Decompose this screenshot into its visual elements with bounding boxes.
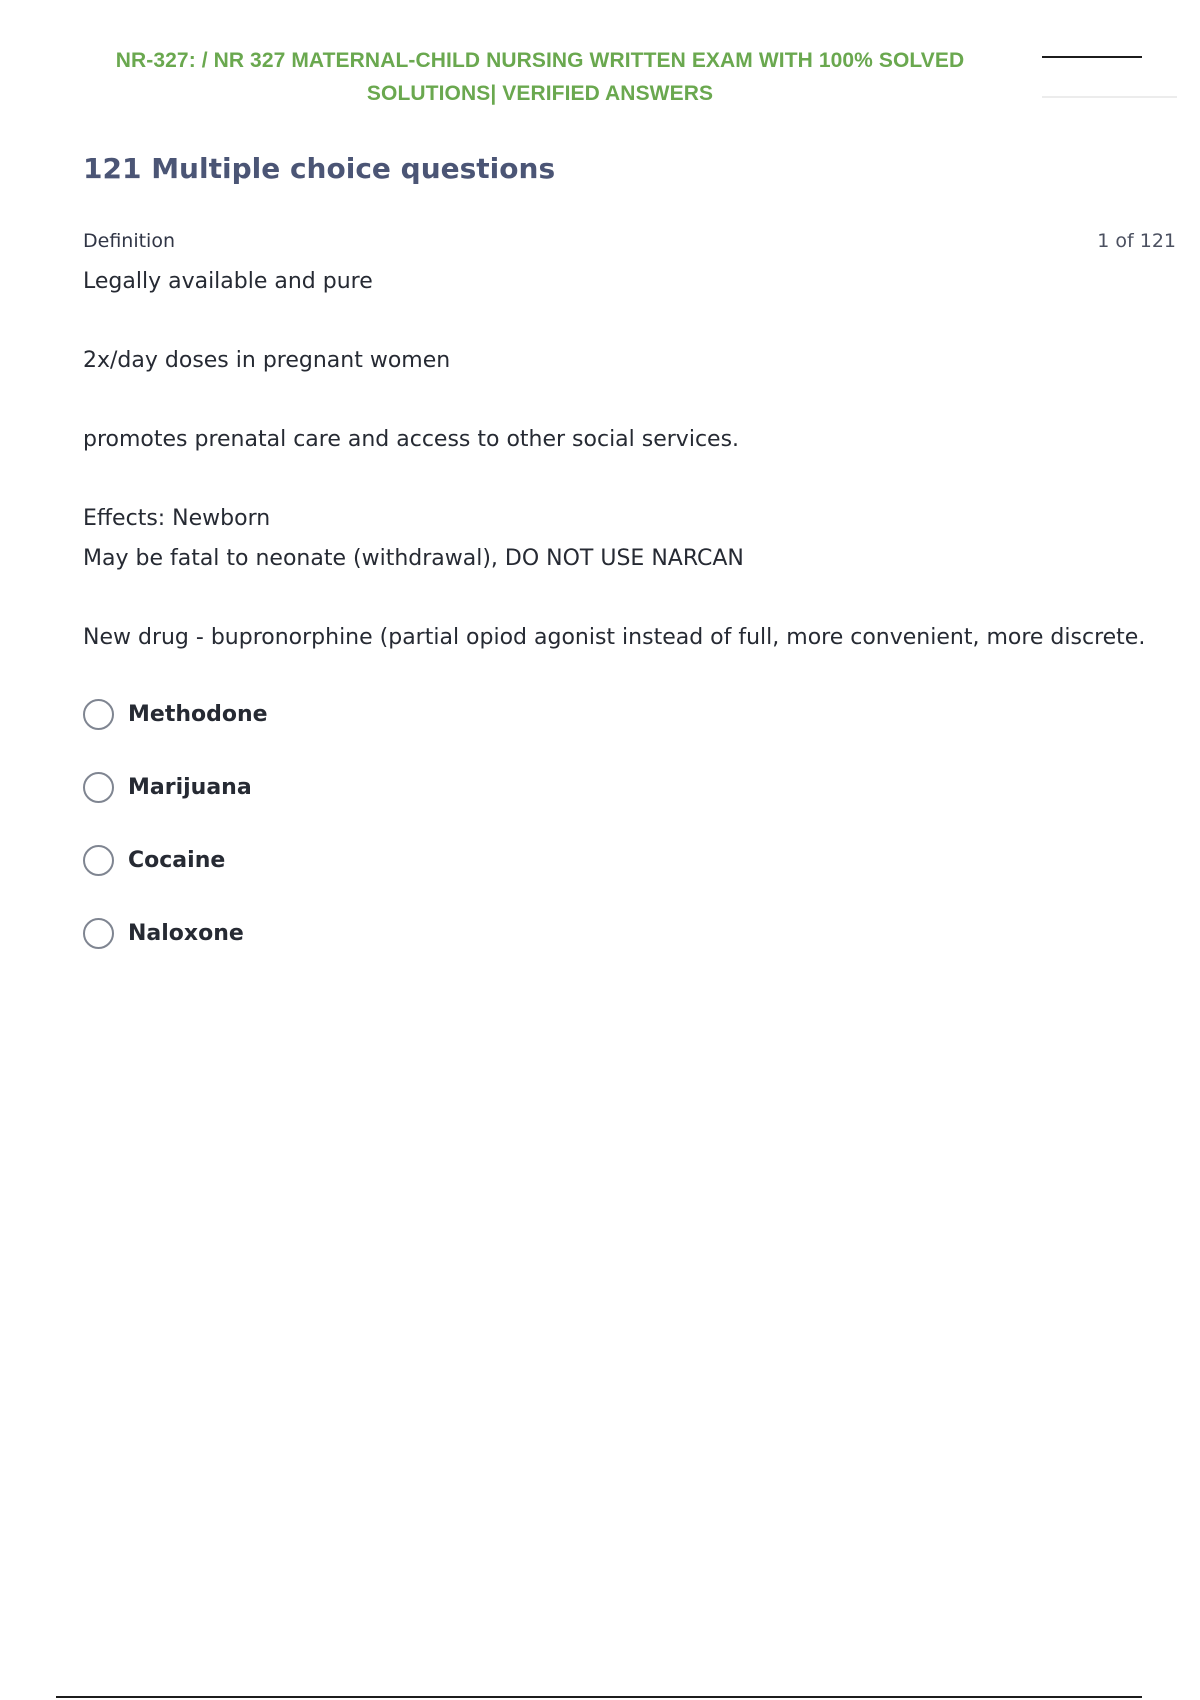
definition-text (83, 262, 1183, 658)
document-header (60, 44, 1020, 110)
answer-option-label: Methodone (128, 702, 268, 727)
definition-line: Effects: Newborn (83, 506, 271, 531)
definition-spacer (83, 381, 1183, 420)
definition-line: May be fatal to neonate (withdrawal), DO NOT USE NARCAN (83, 546, 744, 571)
radio-button-icon[interactable] (83, 918, 114, 949)
radio-button-icon[interactable] (83, 772, 114, 803)
answer-option-label: Cocaine (128, 848, 226, 873)
footer-rule (56, 1696, 1142, 1698)
radio-button-icon[interactable] (83, 845, 114, 876)
definition-line: promotes prenatal care and access to other social services. (83, 427, 740, 452)
answer-options (83, 678, 268, 970)
header-rule (1042, 56, 1142, 58)
definition-line: 2x/day doses in pregnant women (83, 348, 451, 373)
header-title-line-1: NR-327: / NR 327 MATERNAL-CHILD NURSING WRITTEN EXAM WITH 100% SOLVED (115, 49, 965, 72)
question-counter: 1 of 121 (1097, 230, 1176, 252)
term-label: Definition (83, 230, 176, 252)
answer-option-cocaine[interactable] (83, 824, 268, 897)
definition-spacer (83, 460, 1183, 499)
answer-option-label: Naloxone (128, 921, 244, 946)
answer-option-label: Marijuana (128, 775, 252, 800)
definition-line: Legally available and pure (83, 269, 373, 294)
answer-option-marijuana[interactable] (83, 751, 268, 824)
radio-button-icon[interactable] (83, 699, 114, 730)
answer-option-naloxone[interactable] (83, 897, 268, 970)
definition-line: New drug - bupronorphine (partial opiod agonist instead of full, more convenient, more discrete. (83, 625, 1146, 650)
header-rule-light (1042, 96, 1177, 98)
definition-spacer (83, 579, 1183, 618)
answer-option-methodone[interactable] (83, 678, 268, 751)
header-title-line-2: SOLUTIONS| VERIFIED ANSWERS (366, 82, 714, 105)
definition-spacer (83, 302, 1183, 341)
section-title: 121 Multiple choice questions (83, 152, 556, 185)
